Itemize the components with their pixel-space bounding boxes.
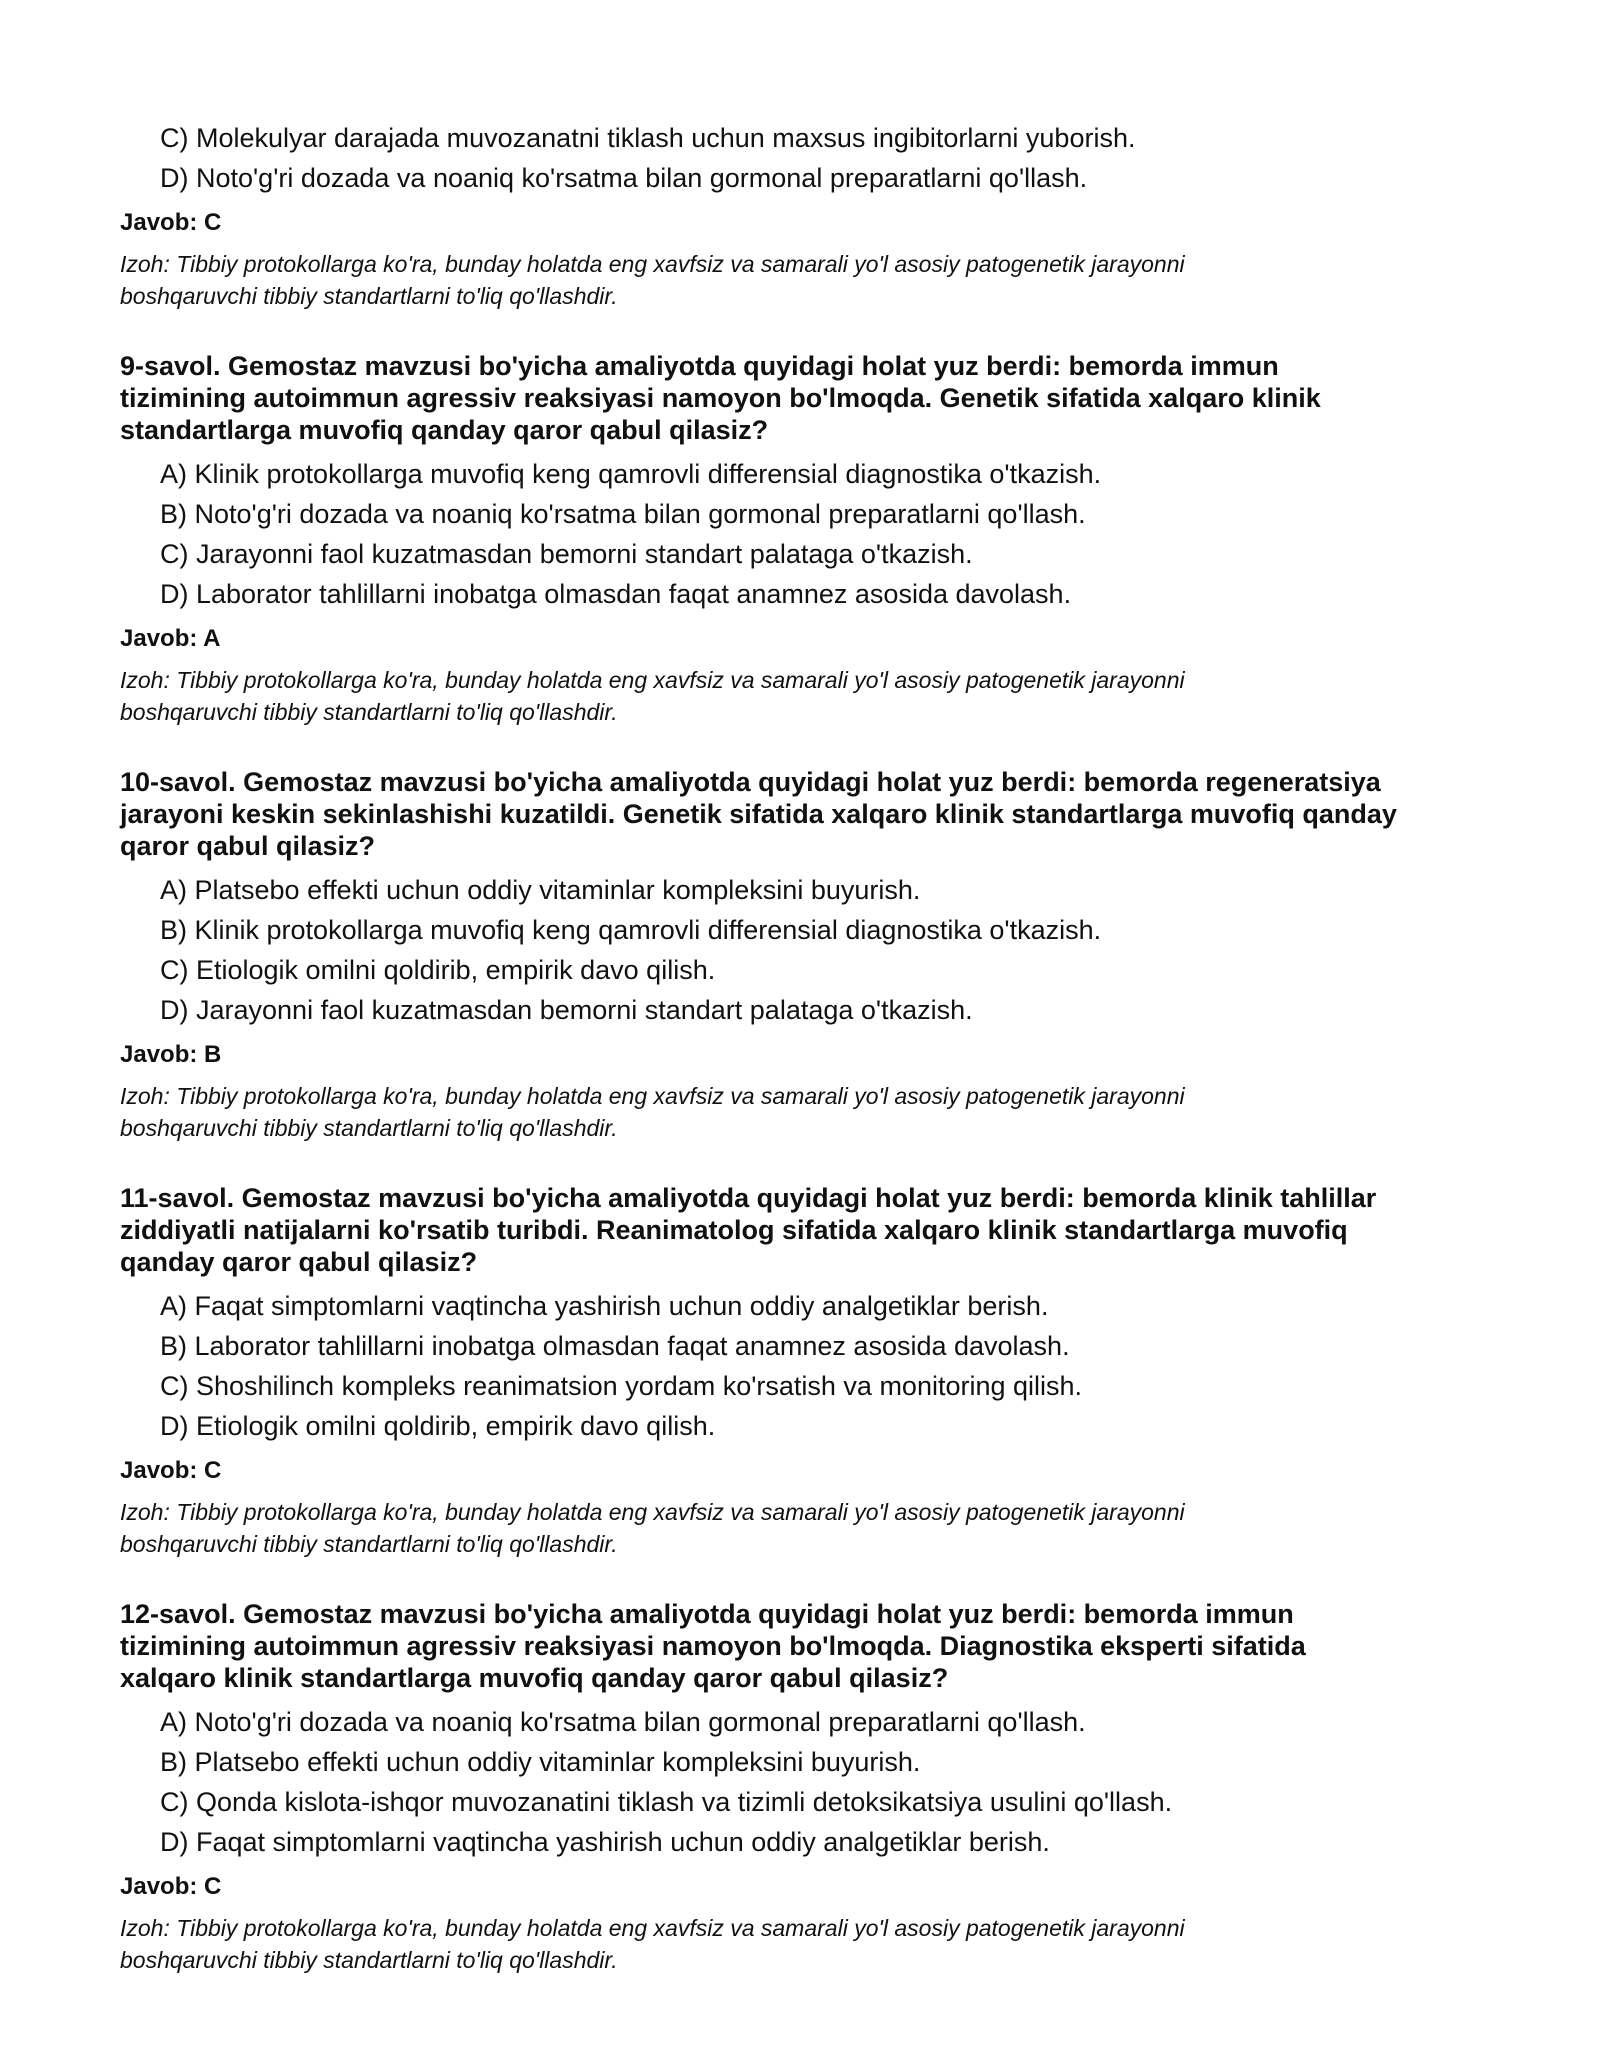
question-line-1: 10-savol. Gemostaz mavzusi bo'yicha amaliyotda quyidagi holat yuz berdi: bemorda regeneratsiya — [120, 767, 1381, 797]
answer-label: Javob: C — [120, 1873, 222, 1900]
question-line-2: jarayoni keskin sekinlashishi kuzatildi. Genetik sifatida xalqaro klinik standartlarga muvofiq qanday — [120, 799, 1397, 829]
option-d: D) Laborator tahlillarni inobatga olmasdan faqat anamnez asosida davolash. — [160, 579, 1072, 609]
option-b: B) Laborator tahlillarni inobatga olmasdan faqat anamnez asosida davolash. — [160, 1331, 1070, 1361]
document-page — [120, 118, 1500, 1976]
option-d: D) Faqat simptomlarni vaqtincha yashirish uchun oddiy analgetiklar berish. — [160, 1827, 1050, 1857]
note-line-1: Izoh: Tibbiy protokollarga ko'ra, bunday holatda eng xavfsiz va samarali yo'l asosiy patogenetik jarayonni — [120, 1083, 1185, 1109]
option-c: C) Qonda kislota-ishqor muvozanatini tiklash va tizimli detoksikatsiya usulini qo'llash. — [160, 1787, 1173, 1817]
question-line-3: standartlarga muvofiq qanday qaror qabul qilasiz? — [120, 415, 769, 445]
option-b: B) Noto'g'ri dozada va noaniq ko'rsatma bilan gormonal preparatlarni qo'llash. — [160, 499, 1086, 529]
note-line-2: boshqaruvchi tibbiy standartlarni to'liq qo'llashdir. — [120, 699, 618, 725]
question-text — [120, 1182, 1500, 1278]
answer-label: Javob: B — [120, 1041, 222, 1068]
option-d: D) Jarayonni faol kuzatmasdan bemorni standart palataga o'tkazish. — [160, 995, 973, 1025]
note-line-2: boshqaruvchi tibbiy standartlarni to'liq qo'llashdir. — [120, 283, 618, 309]
question-line-3: qanday qaror qabul qilasiz? — [120, 1247, 478, 1277]
answer-label: Javob: A — [120, 625, 221, 652]
option-d: D) Etiologik omilni qoldirib, empirik davo qilish. — [160, 1411, 716, 1441]
question-12 — [120, 1598, 1500, 1976]
option-b: B) Platsebo effekti uchun oddiy vitaminlar kompleksini buyurish. — [160, 1747, 921, 1777]
question-text — [120, 1598, 1500, 1694]
option-d: D) Noto'g'ri dozada va noaniq ko'rsatma bilan gormonal preparatlarni qo'llash. — [160, 163, 1088, 193]
question-line-2: ziddiyatli natijalarni ko'rsatib turibdi. Reanimatolog sifatida xalqaro klinik standartlarga muvofiq — [120, 1215, 1348, 1245]
note-line-2: boshqaruvchi tibbiy standartlarni to'liq qo'llashdir. — [120, 1947, 618, 1973]
note-line-1: Izoh: Tibbiy protokollarga ko'ra, bunday holatda eng xavfsiz va samarali yo'l asosiy patogenetik jarayonni — [120, 1499, 1185, 1525]
note-line-2: boshqaruvchi tibbiy standartlarni to'liq qo'llashdir. — [120, 1115, 618, 1141]
explanation-note — [120, 1496, 1500, 1560]
note-line-1: Izoh: Tibbiy protokollarga ko'ra, bunday holatda eng xavfsiz va samarali yo'l asosiy patogenetik jarayonni — [120, 667, 1185, 693]
option-b: B) Klinik protokollarga muvofiq keng qamrovli differensial diagnostika o'tkazish. — [160, 915, 1102, 945]
question-9 — [120, 350, 1500, 728]
explanation-note — [120, 1080, 1500, 1144]
question-10 — [120, 766, 1500, 1144]
note-line-1: Izoh: Tibbiy protokollarga ko'ra, bunday holatda eng xavfsiz va samarali yo'l asosiy patogenetik jarayonni — [120, 251, 1185, 277]
answer-label: Javob: C — [120, 1457, 222, 1484]
option-a: A) Faqat simptomlarni vaqtincha yashirish uchun oddiy analgetiklar berish. — [160, 1291, 1049, 1321]
option-a: A) Klinik protokollarga muvofiq keng qamrovli differensial diagnostika o'tkazish. — [160, 459, 1102, 489]
question-text — [120, 766, 1500, 862]
note-line-2: boshqaruvchi tibbiy standartlarni to'liq qo'llashdir. — [120, 1531, 618, 1557]
explanation-note — [120, 664, 1500, 728]
explanation-note — [120, 1912, 1500, 1976]
question-line-1: 12-savol. Gemostaz mavzusi bo'yicha amaliyotda quyidagi holat yuz berdi: bemorda immun — [120, 1599, 1294, 1629]
option-c: C) Molekulyar darajada muvozanatni tiklash uchun maxsus ingibitorlarni yuborish. — [160, 123, 1136, 153]
question-line-3: xalqaro klinik standartlarga muvofiq qanday qaror qabul qilasiz? — [120, 1663, 949, 1693]
question-line-1: 9-savol. Gemostaz mavzusi bo'yicha amaliyotda quyidagi holat yuz berdi: bemorda immun — [120, 351, 1279, 381]
option-c: C) Shoshilinch kompleks reanimatsion yordam ko'rsatish va monitoring qilish. — [160, 1371, 1083, 1401]
option-a: A) Platsebo effekti uchun oddiy vitaminlar kompleksini buyurish. — [160, 875, 921, 905]
question-8-continuation — [120, 118, 1500, 312]
question-line-2: tizimining autoimmun agressiv reaksiyasi namoyon bo'lmoqda. Genetik sifatida xalqaro klinik — [120, 383, 1321, 413]
option-a: A) Noto'g'ri dozada va noaniq ko'rsatma bilan gormonal preparatlarni qo'llash. — [160, 1707, 1086, 1737]
question-line-3: qaror qabul qilasiz? — [120, 831, 376, 861]
answer-label: Javob: C — [120, 209, 222, 236]
explanation-note — [120, 248, 1500, 312]
option-c: C) Etiologik omilni qoldirib, empirik davo qilish. — [160, 955, 716, 985]
question-line-2: tizimining autoimmun agressiv reaksiyasi namoyon bo'lmoqda. Diagnostika eksperti sifatida — [120, 1631, 1306, 1661]
question-text — [120, 350, 1500, 446]
option-c: C) Jarayonni faol kuzatmasdan bemorni standart palataga o'tkazish. — [160, 539, 973, 569]
question-11 — [120, 1182, 1500, 1560]
question-line-1: 11-savol. Gemostaz mavzusi bo'yicha amaliyotda quyidagi holat yuz berdi: bemorda klinik tahlillar — [120, 1183, 1377, 1213]
note-line-1: Izoh: Tibbiy protokollarga ko'ra, bunday holatda eng xavfsiz va samarali yo'l asosiy patogenetik jarayonni — [120, 1915, 1185, 1941]
